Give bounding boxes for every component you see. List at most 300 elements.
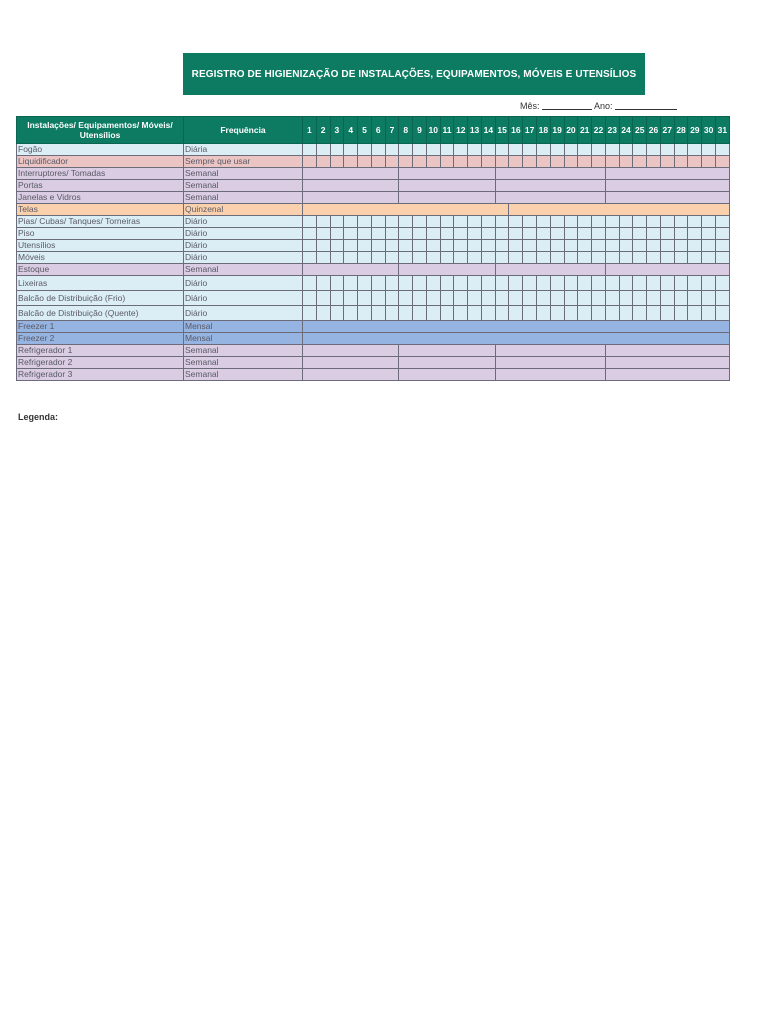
check-cell[interactable] xyxy=(303,345,399,357)
check-cell[interactable] xyxy=(702,252,716,264)
check-cell[interactable] xyxy=(578,144,592,156)
check-cell[interactable] xyxy=(426,276,440,291)
check-cell[interactable] xyxy=(578,306,592,321)
check-cell[interactable] xyxy=(702,228,716,240)
check-cell[interactable] xyxy=(550,228,564,240)
check-cell[interactable] xyxy=(619,306,633,321)
check-cell[interactable] xyxy=(330,216,344,228)
check-cell[interactable] xyxy=(564,228,578,240)
check-cell[interactable] xyxy=(592,216,606,228)
check-cell[interactable] xyxy=(674,144,688,156)
check-cell[interactable] xyxy=(303,306,317,321)
check-cell[interactable] xyxy=(715,144,729,156)
check-cell[interactable] xyxy=(468,252,482,264)
check-cell[interactable] xyxy=(399,228,413,240)
check-cell[interactable] xyxy=(564,291,578,306)
check-cell[interactable] xyxy=(426,228,440,240)
check-cell[interactable] xyxy=(647,144,661,156)
check-cell[interactable] xyxy=(537,216,551,228)
check-cell[interactable] xyxy=(605,357,729,369)
check-cell[interactable] xyxy=(633,156,647,168)
check-cell[interactable] xyxy=(303,321,730,333)
check-cell[interactable] xyxy=(605,192,729,204)
check-cell[interactable] xyxy=(303,204,509,216)
check-cell[interactable] xyxy=(688,144,702,156)
check-cell[interactable] xyxy=(468,144,482,156)
check-cell[interactable] xyxy=(481,216,495,228)
check-cell[interactable] xyxy=(399,156,413,168)
check-cell[interactable] xyxy=(413,306,427,321)
check-cell[interactable] xyxy=(564,252,578,264)
check-cell[interactable] xyxy=(344,228,358,240)
check-cell[interactable] xyxy=(660,291,674,306)
check-cell[interactable] xyxy=(371,156,385,168)
check-cell[interactable] xyxy=(495,240,509,252)
check-cell[interactable] xyxy=(426,306,440,321)
check-cell[interactable] xyxy=(454,306,468,321)
check-cell[interactable] xyxy=(523,306,537,321)
check-cell[interactable] xyxy=(550,216,564,228)
check-cell[interactable] xyxy=(660,228,674,240)
check-cell[interactable] xyxy=(633,240,647,252)
check-cell[interactable] xyxy=(371,144,385,156)
check-cell[interactable] xyxy=(371,306,385,321)
check-cell[interactable] xyxy=(715,291,729,306)
check-cell[interactable] xyxy=(358,216,372,228)
check-cell[interactable] xyxy=(688,306,702,321)
check-cell[interactable] xyxy=(537,252,551,264)
check-cell[interactable] xyxy=(385,228,399,240)
check-cell[interactable] xyxy=(303,333,730,345)
check-cell[interactable] xyxy=(633,291,647,306)
check-cell[interactable] xyxy=(358,276,372,291)
check-cell[interactable] xyxy=(564,276,578,291)
check-cell[interactable] xyxy=(385,252,399,264)
check-cell[interactable] xyxy=(674,276,688,291)
check-cell[interactable] xyxy=(385,156,399,168)
check-cell[interactable] xyxy=(564,306,578,321)
check-cell[interactable] xyxy=(619,276,633,291)
check-cell[interactable] xyxy=(647,228,661,240)
check-cell[interactable] xyxy=(509,306,523,321)
check-cell[interactable] xyxy=(523,240,537,252)
check-cell[interactable] xyxy=(440,276,454,291)
check-cell[interactable] xyxy=(399,276,413,291)
check-cell[interactable] xyxy=(537,228,551,240)
check-cell[interactable] xyxy=(385,291,399,306)
check-cell[interactable] xyxy=(537,276,551,291)
check-cell[interactable] xyxy=(495,252,509,264)
check-cell[interactable] xyxy=(399,291,413,306)
check-cell[interactable] xyxy=(399,252,413,264)
check-cell[interactable] xyxy=(344,276,358,291)
check-cell[interactable] xyxy=(702,144,716,156)
check-cell[interactable] xyxy=(358,240,372,252)
check-cell[interactable] xyxy=(578,240,592,252)
check-cell[interactable] xyxy=(399,216,413,228)
check-cell[interactable] xyxy=(371,252,385,264)
check-cell[interactable] xyxy=(481,291,495,306)
check-cell[interactable] xyxy=(358,306,372,321)
check-cell[interactable] xyxy=(303,357,399,369)
check-cell[interactable] xyxy=(399,306,413,321)
check-cell[interactable] xyxy=(592,240,606,252)
check-cell[interactable] xyxy=(495,180,605,192)
check-cell[interactable] xyxy=(564,156,578,168)
check-cell[interactable] xyxy=(674,228,688,240)
check-cell[interactable] xyxy=(523,156,537,168)
check-cell[interactable] xyxy=(399,168,495,180)
check-cell[interactable] xyxy=(550,252,564,264)
check-cell[interactable] xyxy=(426,144,440,156)
check-cell[interactable] xyxy=(674,240,688,252)
check-cell[interactable] xyxy=(495,345,605,357)
check-cell[interactable] xyxy=(303,228,317,240)
check-cell[interactable] xyxy=(440,216,454,228)
check-cell[interactable] xyxy=(523,144,537,156)
check-cell[interactable] xyxy=(605,306,619,321)
check-cell[interactable] xyxy=(688,216,702,228)
check-cell[interactable] xyxy=(413,216,427,228)
check-cell[interactable] xyxy=(647,216,661,228)
check-cell[interactable] xyxy=(605,369,729,381)
check-cell[interactable] xyxy=(715,252,729,264)
check-cell[interactable] xyxy=(715,276,729,291)
check-cell[interactable] xyxy=(619,252,633,264)
check-cell[interactable] xyxy=(316,240,330,252)
check-cell[interactable] xyxy=(330,144,344,156)
check-cell[interactable] xyxy=(316,306,330,321)
check-cell[interactable] xyxy=(660,240,674,252)
check-cell[interactable] xyxy=(344,240,358,252)
check-cell[interactable] xyxy=(413,144,427,156)
check-cell[interactable] xyxy=(592,228,606,240)
check-cell[interactable] xyxy=(523,228,537,240)
check-cell[interactable] xyxy=(647,252,661,264)
check-cell[interactable] xyxy=(399,369,495,381)
check-cell[interactable] xyxy=(468,216,482,228)
check-cell[interactable] xyxy=(702,156,716,168)
check-cell[interactable] xyxy=(715,240,729,252)
check-cell[interactable] xyxy=(633,276,647,291)
check-cell[interactable] xyxy=(605,252,619,264)
check-cell[interactable] xyxy=(454,252,468,264)
check-cell[interactable] xyxy=(344,156,358,168)
check-cell[interactable] xyxy=(413,156,427,168)
check-cell[interactable] xyxy=(702,291,716,306)
check-cell[interactable] xyxy=(385,276,399,291)
check-cell[interactable] xyxy=(358,144,372,156)
check-cell[interactable] xyxy=(619,156,633,168)
check-cell[interactable] xyxy=(550,291,564,306)
check-cell[interactable] xyxy=(495,192,605,204)
check-cell[interactable] xyxy=(605,156,619,168)
check-cell[interactable] xyxy=(702,276,716,291)
check-cell[interactable] xyxy=(688,252,702,264)
check-cell[interactable] xyxy=(578,216,592,228)
check-cell[interactable] xyxy=(399,192,495,204)
check-cell[interactable] xyxy=(605,180,729,192)
check-cell[interactable] xyxy=(454,216,468,228)
check-cell[interactable] xyxy=(578,156,592,168)
check-cell[interactable] xyxy=(537,306,551,321)
check-cell[interactable] xyxy=(330,240,344,252)
check-cell[interactable] xyxy=(509,156,523,168)
check-cell[interactable] xyxy=(592,252,606,264)
check-cell[interactable] xyxy=(674,306,688,321)
check-cell[interactable] xyxy=(647,291,661,306)
check-cell[interactable] xyxy=(385,216,399,228)
check-cell[interactable] xyxy=(399,144,413,156)
check-cell[interactable] xyxy=(468,240,482,252)
check-cell[interactable] xyxy=(385,306,399,321)
check-cell[interactable] xyxy=(523,216,537,228)
check-cell[interactable] xyxy=(537,291,551,306)
check-cell[interactable] xyxy=(358,252,372,264)
check-cell[interactable] xyxy=(633,252,647,264)
check-cell[interactable] xyxy=(413,252,427,264)
check-cell[interactable] xyxy=(440,291,454,306)
check-cell[interactable] xyxy=(619,216,633,228)
check-cell[interactable] xyxy=(344,216,358,228)
check-cell[interactable] xyxy=(385,240,399,252)
check-cell[interactable] xyxy=(440,144,454,156)
check-cell[interactable] xyxy=(303,168,399,180)
check-cell[interactable] xyxy=(633,144,647,156)
check-cell[interactable] xyxy=(550,156,564,168)
check-cell[interactable] xyxy=(468,228,482,240)
check-cell[interactable] xyxy=(399,180,495,192)
check-cell[interactable] xyxy=(509,144,523,156)
check-cell[interactable] xyxy=(495,216,509,228)
check-cell[interactable] xyxy=(316,156,330,168)
check-cell[interactable] xyxy=(660,252,674,264)
check-cell[interactable] xyxy=(578,228,592,240)
check-cell[interactable] xyxy=(303,240,317,252)
check-cell[interactable] xyxy=(509,228,523,240)
check-cell[interactable] xyxy=(426,216,440,228)
check-cell[interactable] xyxy=(509,252,523,264)
check-cell[interactable] xyxy=(633,216,647,228)
check-cell[interactable] xyxy=(605,168,729,180)
check-cell[interactable] xyxy=(468,156,482,168)
check-cell[interactable] xyxy=(715,228,729,240)
check-cell[interactable] xyxy=(303,264,399,276)
check-cell[interactable] xyxy=(495,264,605,276)
check-cell[interactable] xyxy=(468,276,482,291)
check-cell[interactable] xyxy=(495,156,509,168)
check-cell[interactable] xyxy=(316,228,330,240)
check-cell[interactable] xyxy=(647,306,661,321)
check-cell[interactable] xyxy=(702,216,716,228)
check-cell[interactable] xyxy=(358,228,372,240)
check-cell[interactable] xyxy=(316,276,330,291)
check-cell[interactable] xyxy=(426,156,440,168)
check-cell[interactable] xyxy=(605,345,729,357)
check-cell[interactable] xyxy=(619,291,633,306)
check-cell[interactable] xyxy=(605,228,619,240)
check-cell[interactable] xyxy=(564,144,578,156)
check-cell[interactable] xyxy=(564,240,578,252)
check-cell[interactable] xyxy=(358,156,372,168)
check-cell[interactable] xyxy=(344,306,358,321)
check-cell[interactable] xyxy=(619,144,633,156)
check-cell[interactable] xyxy=(605,240,619,252)
check-cell[interactable] xyxy=(399,345,495,357)
check-cell[interactable] xyxy=(481,228,495,240)
check-cell[interactable] xyxy=(330,156,344,168)
check-cell[interactable] xyxy=(495,276,509,291)
check-cell[interactable] xyxy=(454,276,468,291)
check-cell[interactable] xyxy=(633,306,647,321)
check-cell[interactable] xyxy=(330,228,344,240)
check-cell[interactable] xyxy=(330,276,344,291)
check-cell[interactable] xyxy=(605,291,619,306)
check-cell[interactable] xyxy=(633,228,647,240)
check-cell[interactable] xyxy=(344,291,358,306)
check-cell[interactable] xyxy=(647,156,661,168)
check-cell[interactable] xyxy=(715,306,729,321)
check-cell[interactable] xyxy=(454,291,468,306)
check-cell[interactable] xyxy=(481,306,495,321)
check-cell[interactable] xyxy=(303,291,317,306)
check-cell[interactable] xyxy=(316,216,330,228)
year-field[interactable] xyxy=(615,100,677,110)
check-cell[interactable] xyxy=(495,228,509,240)
check-cell[interactable] xyxy=(330,306,344,321)
check-cell[interactable] xyxy=(468,306,482,321)
check-cell[interactable] xyxy=(523,276,537,291)
check-cell[interactable] xyxy=(495,306,509,321)
check-cell[interactable] xyxy=(495,168,605,180)
check-cell[interactable] xyxy=(371,276,385,291)
check-cell[interactable] xyxy=(371,228,385,240)
check-cell[interactable] xyxy=(454,228,468,240)
check-cell[interactable] xyxy=(440,252,454,264)
check-cell[interactable] xyxy=(495,357,605,369)
check-cell[interactable] xyxy=(481,144,495,156)
check-cell[interactable] xyxy=(303,252,317,264)
check-cell[interactable] xyxy=(316,144,330,156)
check-cell[interactable] xyxy=(413,276,427,291)
check-cell[interactable] xyxy=(371,240,385,252)
check-cell[interactable] xyxy=(647,276,661,291)
check-cell[interactable] xyxy=(330,252,344,264)
check-cell[interactable] xyxy=(426,291,440,306)
check-cell[interactable] xyxy=(592,291,606,306)
check-cell[interactable] xyxy=(303,180,399,192)
check-cell[interactable] xyxy=(358,291,372,306)
check-cell[interactable] xyxy=(303,216,317,228)
check-cell[interactable] xyxy=(688,291,702,306)
check-cell[interactable] xyxy=(578,252,592,264)
check-cell[interactable] xyxy=(688,156,702,168)
check-cell[interactable] xyxy=(440,228,454,240)
check-cell[interactable] xyxy=(481,156,495,168)
check-cell[interactable] xyxy=(413,228,427,240)
check-cell[interactable] xyxy=(303,144,317,156)
check-cell[interactable] xyxy=(564,216,578,228)
check-cell[interactable] xyxy=(440,156,454,168)
check-cell[interactable] xyxy=(509,276,523,291)
check-cell[interactable] xyxy=(481,276,495,291)
check-cell[interactable] xyxy=(399,240,413,252)
check-cell[interactable] xyxy=(592,276,606,291)
check-cell[interactable] xyxy=(674,156,688,168)
check-cell[interactable] xyxy=(303,369,399,381)
check-cell[interactable] xyxy=(537,156,551,168)
check-cell[interactable] xyxy=(523,291,537,306)
check-cell[interactable] xyxy=(605,144,619,156)
check-cell[interactable] xyxy=(495,369,605,381)
check-cell[interactable] xyxy=(688,276,702,291)
check-cell[interactable] xyxy=(509,204,729,216)
check-cell[interactable] xyxy=(550,144,564,156)
check-cell[interactable] xyxy=(578,291,592,306)
check-cell[interactable] xyxy=(605,264,729,276)
check-cell[interactable] xyxy=(495,291,509,306)
check-cell[interactable] xyxy=(385,144,399,156)
check-cell[interactable] xyxy=(481,240,495,252)
check-cell[interactable] xyxy=(605,276,619,291)
check-cell[interactable] xyxy=(468,291,482,306)
check-cell[interactable] xyxy=(495,144,509,156)
check-cell[interactable] xyxy=(330,291,344,306)
check-cell[interactable] xyxy=(454,156,468,168)
check-cell[interactable] xyxy=(592,156,606,168)
check-cell[interactable] xyxy=(619,240,633,252)
check-cell[interactable] xyxy=(592,306,606,321)
check-cell[interactable] xyxy=(619,228,633,240)
check-cell[interactable] xyxy=(715,156,729,168)
check-cell[interactable] xyxy=(481,252,495,264)
check-cell[interactable] xyxy=(509,216,523,228)
check-cell[interactable] xyxy=(592,144,606,156)
check-cell[interactable] xyxy=(537,144,551,156)
check-cell[interactable] xyxy=(537,240,551,252)
check-cell[interactable] xyxy=(715,216,729,228)
check-cell[interactable] xyxy=(674,252,688,264)
check-cell[interactable] xyxy=(413,291,427,306)
check-cell[interactable] xyxy=(399,264,495,276)
check-cell[interactable] xyxy=(454,144,468,156)
check-cell[interactable] xyxy=(303,276,317,291)
check-cell[interactable] xyxy=(550,240,564,252)
check-cell[interactable] xyxy=(344,144,358,156)
check-cell[interactable] xyxy=(509,240,523,252)
check-cell[interactable] xyxy=(660,216,674,228)
check-cell[interactable] xyxy=(509,291,523,306)
check-cell[interactable] xyxy=(702,306,716,321)
check-cell[interactable] xyxy=(647,240,661,252)
check-cell[interactable] xyxy=(454,240,468,252)
check-cell[interactable] xyxy=(316,252,330,264)
check-cell[interactable] xyxy=(674,216,688,228)
check-cell[interactable] xyxy=(413,240,427,252)
check-cell[interactable] xyxy=(371,216,385,228)
check-cell[interactable] xyxy=(702,240,716,252)
check-cell[interactable] xyxy=(550,306,564,321)
check-cell[interactable] xyxy=(303,192,399,204)
check-cell[interactable] xyxy=(550,276,564,291)
check-cell[interactable] xyxy=(426,252,440,264)
check-cell[interactable] xyxy=(426,240,440,252)
check-cell[interactable] xyxy=(674,291,688,306)
check-cell[interactable] xyxy=(660,156,674,168)
check-cell[interactable] xyxy=(688,240,702,252)
check-cell[interactable] xyxy=(440,306,454,321)
check-cell[interactable] xyxy=(660,306,674,321)
